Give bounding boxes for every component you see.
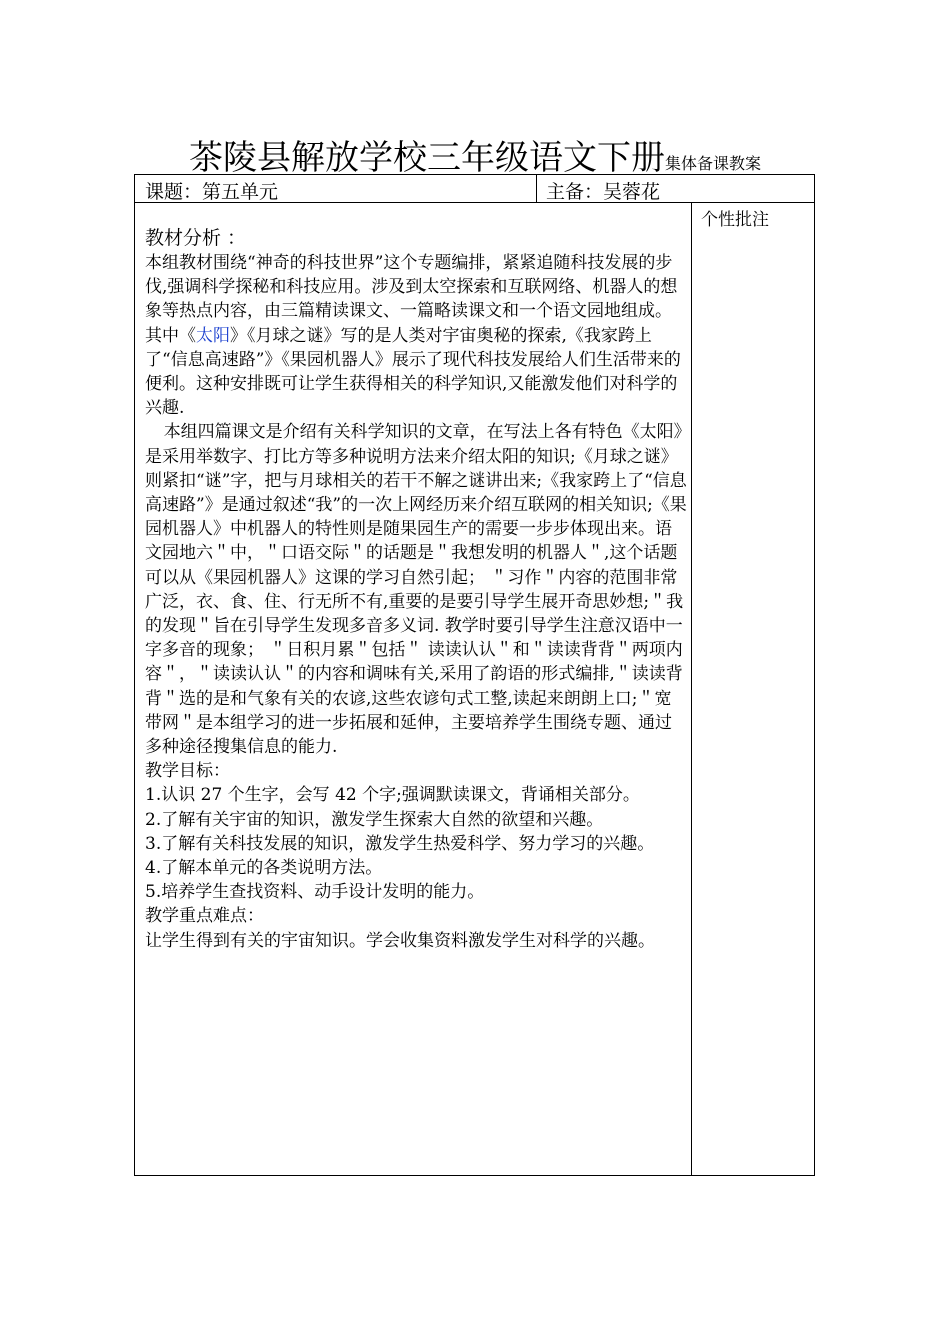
sun-link[interactable]: 太阳: [196, 325, 230, 346]
notes-divider: [691, 202, 692, 1175]
topic-cell: 课题：第五单元: [145, 181, 279, 203]
header-divider: [536, 175, 537, 202]
analysis-heading: 教材分析 ：: [145, 227, 247, 249]
grade-subject: 三年级语文下册: [426, 138, 665, 178]
lead-teacher-cell: 主备：吴蓉花: [546, 181, 661, 203]
analysis-paragraph-1: [145, 251, 687, 420]
objective-item: 1.认识 27 个生字，会写 42 个字;强调默读课文，背诵相关部分。: [145, 785, 640, 806]
lesson-plan-table: [134, 174, 815, 1176]
objectives-heading: 教学目标：: [145, 761, 230, 782]
document-title: [0, 130, 950, 179]
key-points-heading: 教学重点难点：: [145, 906, 264, 927]
school-name: 茶陵县解放学校: [188, 138, 427, 178]
objective-item: 5.培养学生查找资料、动手设计发明的能力。: [145, 882, 485, 903]
header-row: [135, 175, 814, 203]
objective-item: 4.了解本单元的各类说明方法。: [145, 858, 383, 879]
analysis-text: 》《月球之谜》写的是人类对宇宙奥秘的探索,《我家跨上了“信息高速路”》《果园机器人》展示了现代科技发展给人们生活带来的便利。这种安排既可让学生获得相关的科学知识,又能激发他们对科学的兴趣.: [145, 325, 681, 419]
doc-type: 集体备课教案: [664, 154, 761, 173]
key-points-text: 让学生得到有关的宇宙知识。学会收集资料激发学生对科学的兴趣。: [145, 930, 655, 951]
objective-item: 3.了解有关科技发展的知识，激发学生热爱科学、努力学习的兴趣。: [145, 833, 655, 854]
objective-item: 2.了解有关宇宙的知识，激发学生探索大自然的欲望和兴趣。: [145, 809, 604, 830]
main-content: [145, 225, 687, 953]
personal-notes-label: 个性批注: [701, 210, 769, 230]
analysis-paragraph-2: 本组四篇课文是介绍有关科学知识的文章，在写法上各有特色《太阳》是采用举数字、打比方等多种说明方法来介绍太阳的知识;《月球之谜》则紧扣“谜”字，把与月球相关的若干不解之谜讲出来;《我家跨上了“信息高速路”》是通过叙述“我”的一次上网经历来介绍互联网的相关知识;《果园机器人》中机器人的特性则是随果园生产的需要一步步体现出来。语文园地六＂中，＂口语交际＂的话题是＂我想发明的机器人＂,这个话题可以从《果园机器人》这课的学习自然引起； ＂习作＂内容的范围非常广泛，衣、食、住、行无所不有,重要的是要引导学生展开奇思妙想;＂我的发现＂旨在引导学生发现多音多义词. 教学时要引导学生注意汉语中一字多音的现象； ＂日积月累＂包括＂ 读读认认＂和＂读读背背＂两项内容＂，＂读读认认＂的内容和调味有关,采用了韵语的形式编排,＂读读背背＂选的是和气象有关的农谚,这些农谚句式工整,读起来朗朗上口;＂宽带网＂是本组学习的进一步拓展和延伸，主要培养学生围绕专题、通过多种途径搜集信息的能力.: [145, 422, 687, 758]
analysis-text: 本组教材围绕“神奇的科技世界”这个专题编排，紧紧追随科技发展的步伐,强调科学探秘和科技应用。涉及到太空探索和互联网络、机器人的想象等热点内容，由三篇精读课文、一篇略读课文和一个语文园地组成。其中《: [145, 253, 678, 346]
